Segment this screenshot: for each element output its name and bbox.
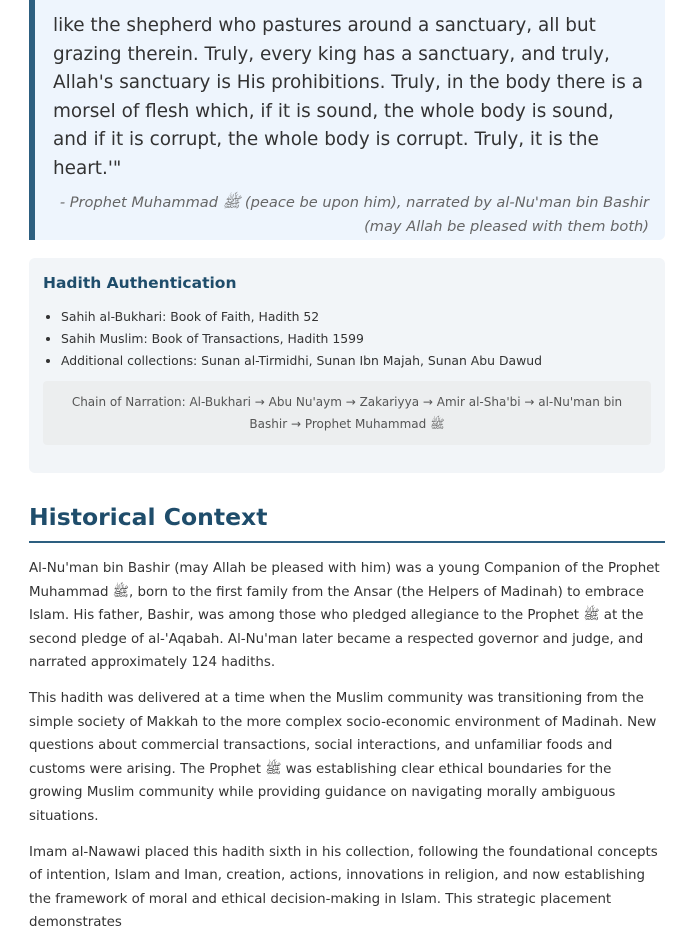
authentication-item: • Additional collections: Sunan al-Tirmidhi, Sunan Ibn Majah, Sunan Abu Dawud <box>61 350 651 372</box>
authentication-list <box>43 306 651 372</box>
article-content <box>29 0 665 935</box>
hadith-authentication-box <box>29 258 665 473</box>
context-paragraph: Al-Nu'man bin Bashir (may Allah be pleased with him) was a young Companion of the Prophet Muhammad ﷺ, born to the first family from the Ansar (the Helpers of Madinah) to embrace Islam. His father, Bashir, was among those who pledged allegiance to the Prophet ﷺ at the second pledge of al-'Aqabah. Al-Nu'man later became a respected governor and judge, and narrated approximately 124 hadiths. <box>29 561 660 671</box>
section-title-historical-context: Historical Context <box>29 503 665 543</box>
authentication-item: • Sahih Muslim: Book of Transactions, Hadith 1599 <box>61 328 651 350</box>
hadith-quote-text: like the shepherd who pastures around a sanctuary, all but grazing therein. Truly, every king has a sanctuary, and truly, Allah's sanctuary is His prohibitions. Truly, in the body there is a morsel of flesh which, if it is sound, the whole body is sound, and if it is corrupt, the whole body is corrupt. Truly, it is the heart.'" <box>53 15 643 179</box>
hadith-blockquote <box>29 0 665 240</box>
hadith-attribution: - Prophet Muhammad ﷺ (peace be upon him), narrated by al-Nu'man bin Bashir (may Allah be pleased with them both) <box>59 193 649 235</box>
authentication-title: Hadith Authentication <box>43 274 237 292</box>
context-paragraph: Imam al-Nawawi placed this hadith sixth in his collection, following the foundational concepts of intention, Islam and Iman, creation, actions, innovations in religion, and now establishing the framework of moral and ethical decision-making in Islam. This strategic placement demonstrates <box>29 844 658 931</box>
context-paragraph: This hadith was delivered at a time when the Muslim community was transitioning from the simple society of Makkah to the more complex socio-economic environment of Madinah. New questions about commercial transactions, social interactions, and unfamiliar foods and customs were arising. The Prophet ﷺ was establishing clear ethical boundaries for the growing Muslim community while providing guidance on navigating morally ambiguous situations. <box>29 690 657 824</box>
chain-of-narration: Chain of Narration: Al-Bukhari → Abu Nu'aym → Zakariyya → Amir al-Sha'bi → al-Nu'man bin Bashir → Prophet Muhammad ﷺ <box>43 381 651 445</box>
authentication-item: • Sahih al-Bukhari: Book of Faith, Hadith 52 <box>61 306 651 328</box>
